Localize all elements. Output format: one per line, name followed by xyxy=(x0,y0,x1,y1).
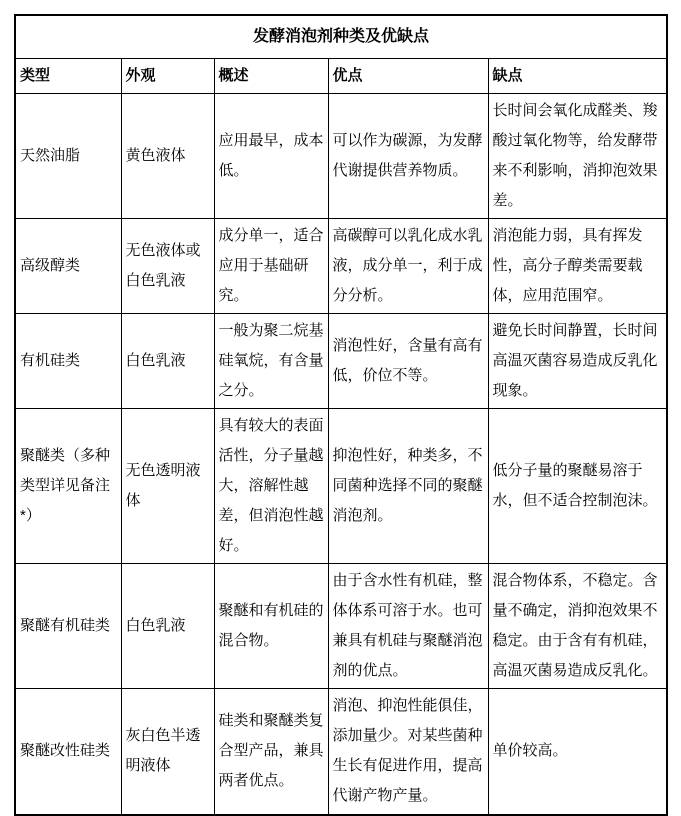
cell-overview: 具有较大的表面活性，分子量越大，溶解性越差，但消泡性越好。 xyxy=(214,408,328,563)
cell-type: 聚醚有机硅类 xyxy=(15,563,121,688)
cell-appearance: 白色乳液 xyxy=(121,563,214,688)
column-header-overview: 概述 xyxy=(214,58,328,93)
antifoam-agents-table xyxy=(14,14,668,816)
table-title: 发酵消泡剂种类及优缺点 xyxy=(15,15,667,58)
column-header-appearance: 外观 xyxy=(121,58,214,93)
cell-disadvantages: 单价较高。 xyxy=(488,688,667,815)
cell-disadvantages: 低分子量的聚醚易溶于水，但不适合控制泡沫。 xyxy=(488,408,667,563)
cell-type: 聚醚类（多种类型详见备注*） xyxy=(15,408,121,563)
cell-advantages: 消泡性好，含量有高有低，价位不等。 xyxy=(328,313,488,408)
column-header-type: 类型 xyxy=(15,58,121,93)
cell-type: 天然油脂 xyxy=(15,93,121,218)
cell-overview: 聚醚和有机硅的混合物。 xyxy=(214,563,328,688)
cell-overview: 硅类和聚醚类复合型产品，兼具两者优点。 xyxy=(214,688,328,815)
cell-overview: 应用最早，成本低。 xyxy=(214,93,328,218)
table-row xyxy=(15,563,667,688)
cell-overview: 成分单一，适合应用于基础研究。 xyxy=(214,218,328,313)
cell-disadvantages: 消泡能力弱，具有挥发性，高分子醇类需要载体，应用范围窄。 xyxy=(488,218,667,313)
cell-appearance: 无色液体或白色乳液 xyxy=(121,218,214,313)
table-row xyxy=(15,313,667,408)
cell-advantages: 消泡、抑泡性能俱佳，添加量少。对某些菌种生长有促进作用，提高代谢产物产量。 xyxy=(328,688,488,815)
cell-type: 有机硅类 xyxy=(15,313,121,408)
cell-disadvantages: 避免长时间静置，长时间高温灭菌容易造成反乳化现象。 xyxy=(488,313,667,408)
cell-disadvantages: 长时间会氧化成醛类、羧酸过氧化物等，给发酵带来不利影响，消抑泡效果差。 xyxy=(488,93,667,218)
cell-advantages: 由于含水性有机硅，整体体系可溶于水。也可兼具有机硅与聚醚消泡剂的优点。 xyxy=(328,563,488,688)
cell-type: 聚醚改性硅类 xyxy=(15,688,121,815)
cell-overview: 一般为聚二烷基硅氧烷，有含量之分。 xyxy=(214,313,328,408)
cell-appearance: 黄色液体 xyxy=(121,93,214,218)
cell-appearance: 白色乳液 xyxy=(121,313,214,408)
table-row xyxy=(15,93,667,218)
cell-advantages: 高碳醇可以乳化成水乳液，成分单一，利于成分分析。 xyxy=(328,218,488,313)
table-title-row xyxy=(15,15,667,58)
table-header-row xyxy=(15,58,667,93)
cell-disadvantages: 混合物体系，不稳定。含量不确定，消抑泡效果不稳定。由于含有有机硅，高温灭菌易造成反乳化。 xyxy=(488,563,667,688)
cell-type: 高级醇类 xyxy=(15,218,121,313)
column-header-advantages: 优点 xyxy=(328,58,488,93)
cell-appearance: 无色透明液体 xyxy=(121,408,214,563)
cell-advantages: 可以作为碳源，为发酵代谢提供营养物质。 xyxy=(328,93,488,218)
cell-appearance: 灰白色半透明液体 xyxy=(121,688,214,815)
column-header-disadvantages: 缺点 xyxy=(488,58,667,93)
table-row xyxy=(15,218,667,313)
table-row xyxy=(15,408,667,563)
cell-advantages: 抑泡性好，种类多，不同菌种选择不同的聚醚消泡剂。 xyxy=(328,408,488,563)
table-row xyxy=(15,688,667,815)
